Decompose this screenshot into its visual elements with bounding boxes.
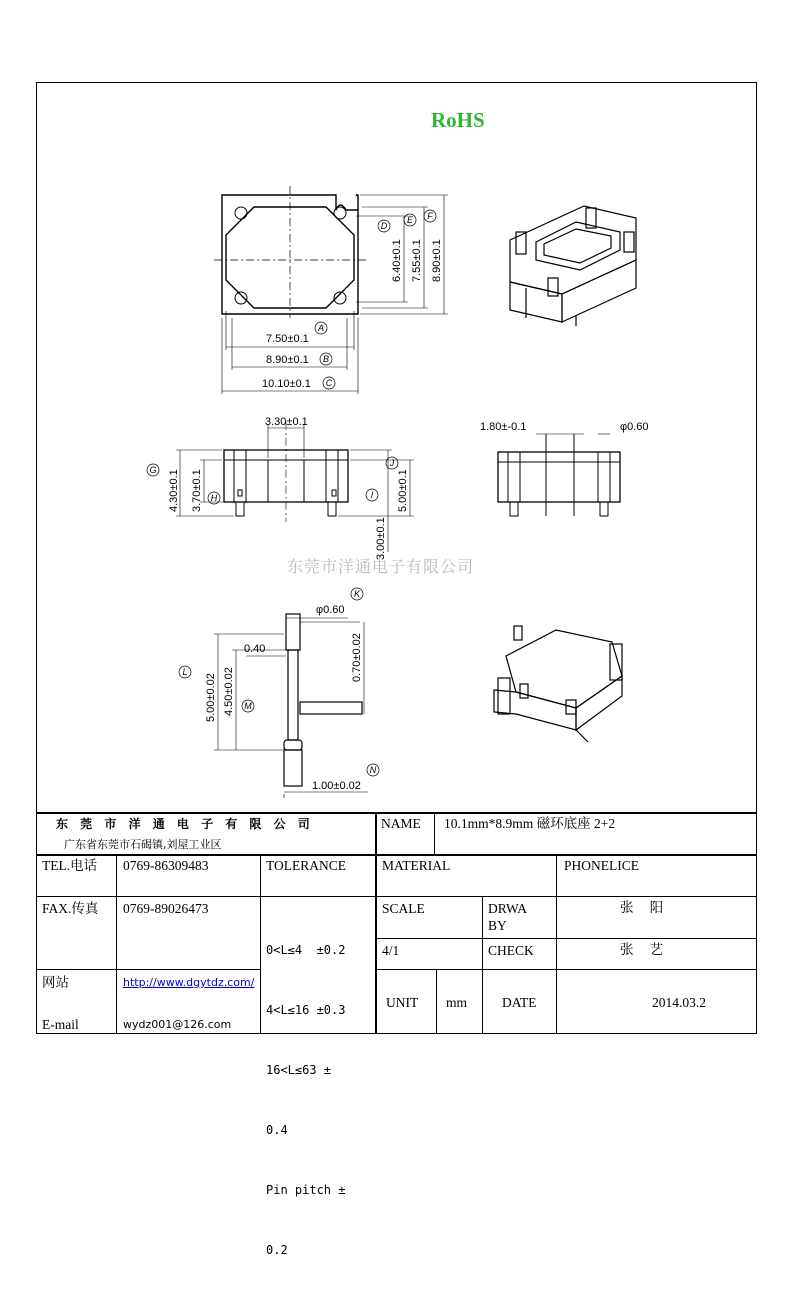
dim-pin-w: 0.40 bbox=[244, 643, 266, 655]
svg-text:H: H bbox=[210, 493, 218, 503]
material-value: PHONELICE bbox=[564, 858, 639, 873]
dim-gap: 1.80±-0.1 bbox=[480, 421, 527, 433]
website-link[interactable]: http://www.dgytdz.com/ bbox=[123, 976, 255, 989]
svg-text:G: G bbox=[149, 465, 157, 475]
fax-value: 0769-89026473 bbox=[123, 901, 209, 916]
scale-value: 4/1 bbox=[382, 943, 400, 958]
marker-e bbox=[404, 214, 416, 226]
dim-j: 3.00±0.1 bbox=[375, 517, 387, 560]
marker-d bbox=[378, 220, 390, 232]
marker-a bbox=[315, 322, 327, 334]
marker-m bbox=[242, 700, 254, 712]
marker-c bbox=[323, 377, 335, 389]
dim-pin-dia-k: φ0.60 bbox=[316, 604, 345, 616]
iso-view-top bbox=[510, 206, 636, 326]
company-address: 广东省东莞市石碣镇,刘屋工业区 bbox=[64, 838, 222, 851]
check-value: 张 艺 bbox=[620, 942, 670, 958]
dim-e: 7.55±0.1 bbox=[411, 239, 423, 282]
marker-h bbox=[208, 492, 220, 504]
scale-label: SCALE bbox=[382, 901, 425, 916]
marker-k bbox=[351, 588, 363, 600]
svg-text:J: J bbox=[389, 458, 395, 468]
svg-text:M: M bbox=[244, 701, 252, 711]
unit-label: UNIT bbox=[386, 995, 419, 1010]
dim-f: 8.90±0.1 bbox=[431, 239, 443, 282]
date-value: 2014.03.2 bbox=[652, 995, 706, 1010]
side-view bbox=[498, 434, 620, 516]
dim-d: 6.40±0.1 bbox=[391, 239, 403, 282]
tel-label: TEL.电话 bbox=[42, 858, 98, 873]
rohs-label: RoHS bbox=[431, 108, 485, 132]
pin-detail bbox=[214, 614, 368, 798]
marker-f bbox=[424, 210, 436, 222]
dim-h: 3.70±0.1 bbox=[191, 469, 203, 512]
dim-pin-dia: φ0.60 bbox=[620, 421, 649, 433]
dim-m: 4.50±0.02 bbox=[223, 667, 235, 716]
dim-b: 8.90±0.1 bbox=[266, 354, 309, 366]
technical-drawing bbox=[36, 82, 757, 812]
marker-b bbox=[320, 353, 332, 365]
fax-label: FAX.传真 bbox=[42, 901, 99, 916]
svg-text:I: I bbox=[370, 490, 374, 500]
material-label: MATERIAL bbox=[382, 858, 451, 873]
check-label: CHECK bbox=[488, 943, 534, 958]
tolerance-label: TOLERANCE bbox=[266, 858, 346, 873]
dim-a: 7.50±0.1 bbox=[266, 333, 309, 345]
web-label: 网站 bbox=[42, 975, 69, 990]
svg-text:C: C bbox=[325, 378, 333, 388]
svg-text:L: L bbox=[182, 667, 188, 677]
tel-value: 0769-86309483 bbox=[123, 858, 209, 873]
name-value: 10.1mm*8.9mm 磁环底座 2+2 bbox=[444, 816, 616, 831]
svg-text:A: A bbox=[317, 323, 325, 333]
dim-n-h: 0.70±0.02 bbox=[351, 633, 363, 682]
dim-n: 1.00±0.02 bbox=[312, 780, 361, 792]
dim-l: 5.00±0.02 bbox=[205, 673, 217, 722]
email-label: E-mail bbox=[42, 1017, 79, 1032]
svg-text:N: N bbox=[369, 765, 377, 775]
tolerance-lines: 0<L≤4 ±0.2 4<L≤16 ±0.3 16<L≤63 ± 0.4 Pin pitch ± 0.2 bbox=[266, 943, 346, 1257]
svg-text:D: D bbox=[380, 221, 388, 231]
company-name: 东 莞 市 洋 通 电 子 有 限 公 司 bbox=[56, 817, 314, 831]
name-label: NAME bbox=[381, 816, 421, 831]
dim-c: 10.10±0.1 bbox=[262, 378, 311, 390]
marker-g bbox=[147, 464, 159, 476]
iso-view-bottom bbox=[494, 626, 622, 742]
svg-text:B: B bbox=[322, 354, 330, 364]
dim-pitch: 3.30±0.1 bbox=[265, 416, 308, 428]
svg-text:K: K bbox=[353, 589, 361, 599]
marker-l bbox=[179, 666, 191, 678]
watermark: 东莞市洋通电子有限公司 bbox=[287, 557, 475, 576]
svg-text:E: E bbox=[406, 215, 414, 225]
svg-text:F: F bbox=[427, 211, 433, 221]
drawn-by-value: 张 阳 bbox=[620, 900, 670, 916]
email-value: wydz001@126.com bbox=[123, 1018, 232, 1031]
date-label: DATE bbox=[502, 995, 537, 1010]
dim-g: 4.30±0.1 bbox=[168, 469, 180, 512]
dim-i: 5.00±0.1 bbox=[397, 469, 409, 512]
unit-value: mm bbox=[446, 995, 468, 1010]
marker-n bbox=[367, 764, 379, 776]
marker-i bbox=[366, 489, 378, 501]
drawn-by-label: DRWA BY bbox=[488, 901, 528, 933]
